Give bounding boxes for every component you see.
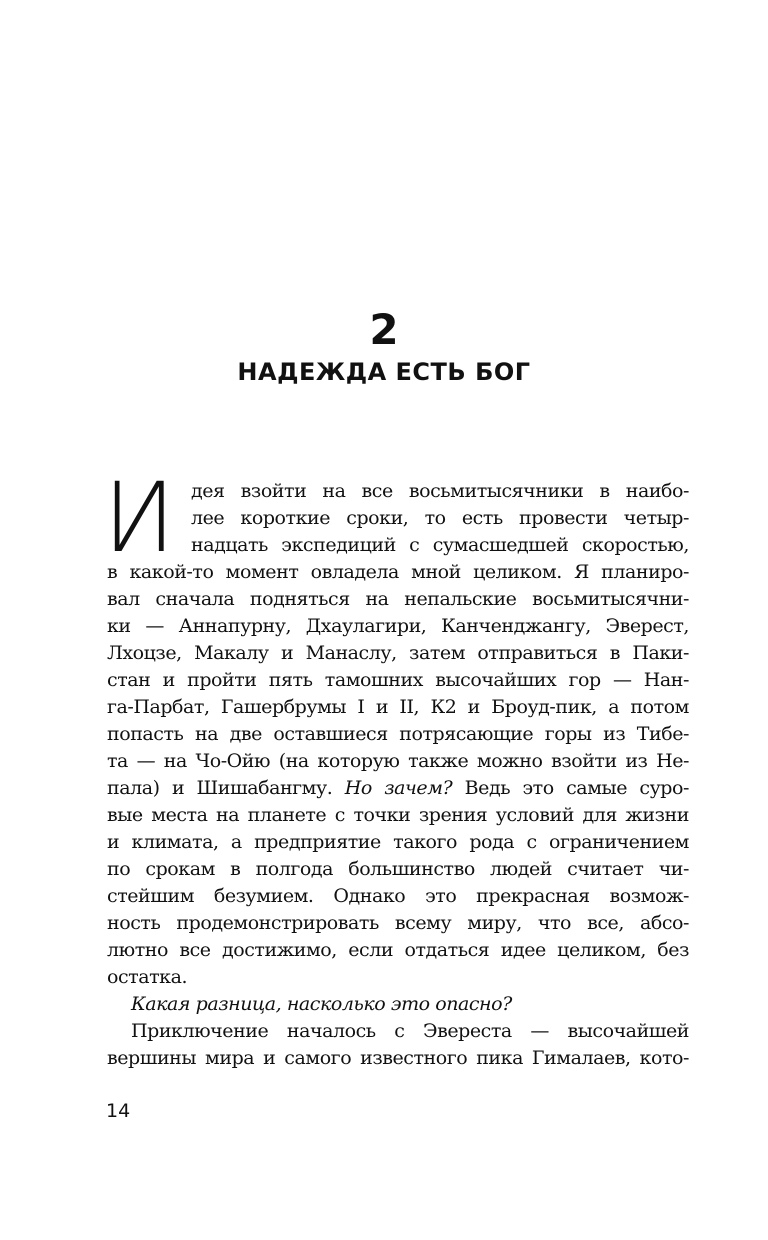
chapter-title: НАДЕЖДА ЕСТЬ БОГ <box>237 358 531 386</box>
text-line: стан и пройти пять тамошних высочайших гор — Нан- <box>107 669 689 691</box>
text-line: та — на Чо-Ойю (на которую также можно взойти из Не- <box>107 750 689 772</box>
text-line: попасть на две оставшиеся потрясающие горы из Тибе- <box>107 723 689 745</box>
chapter-number: 2 <box>369 305 399 354</box>
text-line: дея взойти на все восьмитысячники в наибо- <box>191 480 689 502</box>
page-number: 14 <box>106 1100 131 1122</box>
dropcap-lines <box>107 478 689 559</box>
italic-paragraph: Какая разница, насколько это опасно? <box>131 993 512 1015</box>
text-line: га-Парбат, Гашербрумы I и II, К2 и Броуд-пик, а потом <box>107 696 689 718</box>
text-line: стейшим безумием. Однако это прекрасная возмож- <box>107 885 689 907</box>
text-line: лее короткие сроки, то есть провести четыр- <box>191 507 689 529</box>
text-line: вые места на планете с точки зрения условий для жизни <box>107 804 689 826</box>
text-line: Лхоцзе, Макалу и Манаслу, затем отправиться в Паки- <box>107 642 689 664</box>
text-segment: пала) и Шишабангму. <box>107 777 345 799</box>
text-line: вал сначала подняться на непальские восьмитысячни- <box>107 588 689 610</box>
italic-question: Но зачем? <box>344 777 453 799</box>
text-line: ность продемонстрировать всему миру, что все, абсо- <box>107 912 689 934</box>
text-line: лютно все достижимо, если отдаться идее целиком, без <box>107 939 689 961</box>
text-line: ки — Аннапурну, Дхаулагири, Канченджангу, Эверест, <box>107 615 689 637</box>
text-line: в какой-то момент овладела мной целиком. Я планиро- <box>107 561 689 583</box>
text-line: Приключение началось с Эвереста — высочайшей <box>131 1020 689 1042</box>
text-line: по срокам в полгода большинство людей считает чи- <box>107 858 689 880</box>
body-text <box>103 462 689 1072</box>
drop-cap: И <box>103 462 176 574</box>
text-line: надцать экспедиций с сумасшедшей скоростью, <box>191 534 689 556</box>
text-line: вершины мира и самого известного пика Гималаев, кото- <box>107 1047 689 1069</box>
text-line: и климата, а предприятие такого рода с ограничением <box>107 831 689 853</box>
text-line: остатка. <box>107 966 188 988</box>
text-line <box>107 775 689 802</box>
text-segment: Ведь это самые суро- <box>452 777 689 799</box>
